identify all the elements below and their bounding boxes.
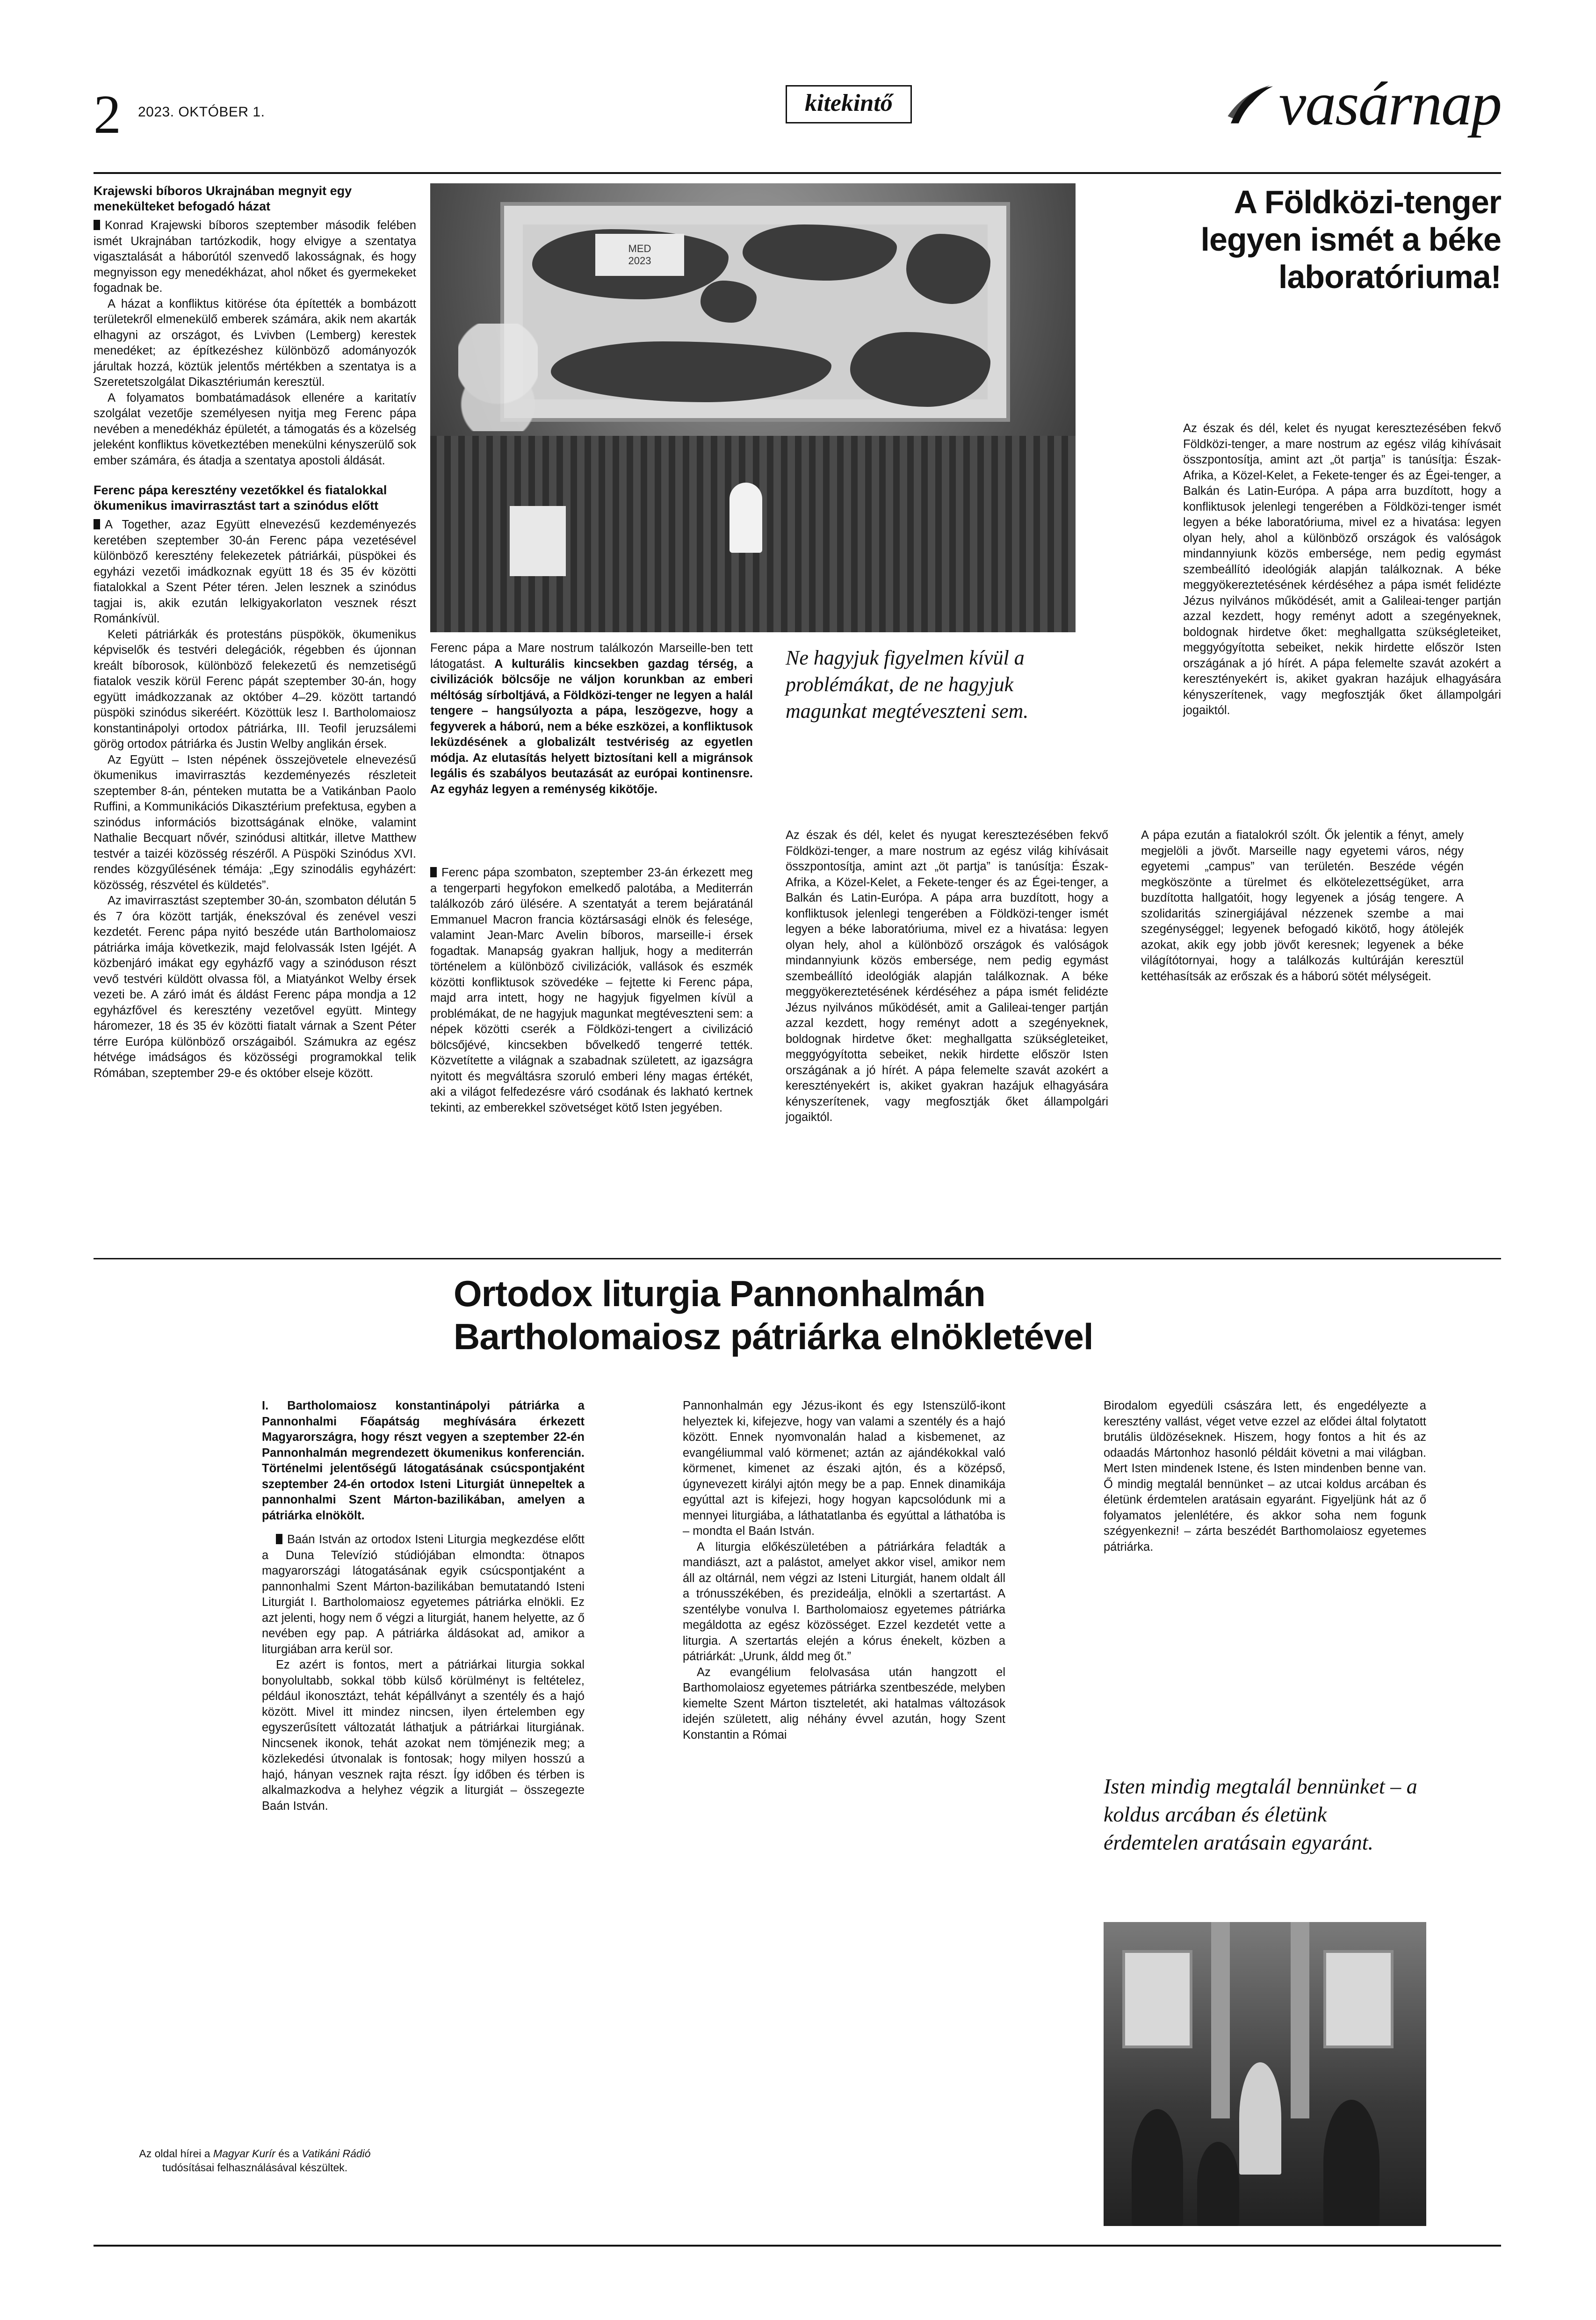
paragraph: A pápa ezután a fiatalokról szólt. Ők jelentik a fényt, amely megjelöli a jövőt. Marseille nagy egyetemi város, négy egyetemi „campus” van területén. Beszéde végén megköszönte a türelmet és elkötelezettségüket, arra buzdította hallgatóit, hogy legyenek a jóság tengere. A szolidaritás szinergiájával nézzenek szembe a mai szegénységgel; legyenek befogadó kikötő, hogy átölejék azokat, akik egy jobb jövőt keresnek; legyenek a béke világítótornyai, hogy a találkozás kultúráján keresztül kettéhasítsák az erőszak és a háború sötét mélységeit. (1141, 829, 1464, 983)
patriarch-figure (1239, 2062, 1281, 2175)
article2-pull-quote: Isten mindig megtalál bennünket – a koldus arcában és életünk érdemtelen aratásain egyaránt. (1104, 1774, 1417, 1854)
photo-caption (430, 641, 753, 797)
caption-lead: Ferenc pápa a Mare nostrum találkozón Marseille-ben tett látogatást. (430, 642, 753, 671)
paragraph: Pannonhalmán egy Jézus-ikont és egy Istenszülő-ikont helyeztek ki, kifejezve, hogy van valami a szentély és a hajó között. Ennek nyomvonalán halad a kisbemenet, az evangéliummal való körmenet; aztán az ajándékokkal való körmenet, kimenet az északi ajtón, és a középső, úgynevezett királyi ajtón megy be a pap. Ennek dinamikája egyúttal azt is kifejezi, hogy hogyan kapcsolódunk mi a mennyei liturgiába, a láthatatlanba és egyúttal a láthatóba is – mondta el Baán István. (683, 1399, 1005, 1538)
paragraph-text: Baán István az ortodox Isteni Liturgia megkezdése előtt a Duna Televízió stúdiójában elmondta: ötnapos magyarországi látogatásának egyik csúcspontjaként a pannonhalmi Szent Márton-bazilikában bemutatandó Isteni Liturgiát I. Bartholomaiosz egyetemes pátriárka elnökli. Ez azt jelenti, hogy nem ő végzi a liturgiát, hanem helyette, az ő nevében egy pap. A pátriárka áldásokat ad, amikor a liturgiában arra kerül sor. (262, 1533, 585, 1656)
clergy-figure-right (1323, 2100, 1379, 2226)
icon-panel-left (1122, 1950, 1192, 2048)
pillar-right (1291, 1922, 1309, 2118)
paragraph: Birodalom egyedüli császára lett, és engedélyezte a keresztény vallást, véget vetve ezzel az elődei által folytatott brutális üldözéseknek. Hiszem, hogy fontos a hit és az odaadás Mártonhoz hasonló példáit követni a mai világban. Mert Isten mindenek Istene, és Isten mindenben benne van. Ő mindig megtalál bennünket – az utcai koldus arcában és életünk érdemtelen aratásain egyaránt. Figyeljünk hát az ő folyamatos jelenlétére, és akkor soha nem fogunk szégyenkezni! – zárta beszédét Barthomolaiosz egyetemes pátriárka. (1104, 1399, 1426, 1554)
feature-column-mid (786, 828, 1108, 1126)
paragraph-text: Konrad Krajewski bíboros szeptember második felében ismét Ukrajnában tartózkodik, hogy elvigye a szentatya vigasztalását a háborútól szenvedő lakosságnak, és hogy megnyisson egy menedékházat, ahol nőket és gyermekeket fogadnak be. (94, 219, 416, 295)
paragraph: Az imavirrasztást szeptember 30-án, szombaton délután 5 és 7 óra között tartják, énekszóval és zenével veszi kezdetét. Ferenc pápa nyitó beszéde után Bartholomaiosz pátriárka imája következik, majd felolvassák Isten Igéjét. A közbenjáró imákat egy egyházfő vagy a szinóduson részt vevő testvéri küldött olvassa föl, a Miatyánkot Welby érsek vezeti be. A záró imát és áldást Ferenc pápa mondja a 12 egyházfővel és keresztény vezetővel együtt. Mintegy háromezer, 18 és 35 év közötti fiatalt várnak a Szent Péter térre Európa különböző országaiból. Számukra az egész hétvége imádságos és közösségi programokkal telik Rómában, szeptember 29-e és október elseje között. (94, 894, 416, 1080)
source-publication-1: Magyar Kurír (213, 2147, 275, 2160)
section-badge: kitekintő (786, 85, 912, 123)
podium (510, 506, 566, 576)
headline-line-2: Bartholomaiosz pátriárka elnökletével (454, 1316, 1093, 1357)
clergy-figure-center (1197, 2142, 1239, 2226)
source-note-part: Az oldal hírei a (139, 2147, 210, 2160)
masthead (94, 70, 1501, 159)
article-divider (94, 1258, 1501, 1259)
headline-line-1: Ortodox liturgia Pannonhalmán (454, 1273, 985, 1314)
article2-column-3 (1104, 1398, 1426, 1555)
clergy-figure-left (1132, 2109, 1183, 2226)
paragraph: A liturgia előkészületében a pátriárkára feladták a mandiászt, azt a palástot, amelyet akkor visel, amikor nem áll az oltárnál, nem végzi az Isteni Liturgiát, hanem oldalt áll a trónusszékében, és prezideálja, elnökli a szertartást. A szentélybe vonulva I. Bartholomaiosz egyetemes pátriárka megáldotta az egész közösséget. Ezzel kezdetét vette a liturgia. A szertartás elején a kórus énekelt, közben a pátriárkát: „Urunk, áldd meg őt.” (683, 1540, 1005, 1663)
photo-pope-marseille (430, 183, 1076, 632)
brand-wordmark: vasárnap (1278, 69, 1501, 138)
pope-figure (729, 483, 762, 553)
paragraph: Az észak és dél, kelet és nyugat keresztezésében fekvő Földközi-tenger, a mare nostrum az egész világ kihívásait összpontosítja, amint azt „öt partja” is tanúsítja: Észak-Afrika, a Közel-Kelet, a Fekete-tenger és az Égei-tenger, a Balkán és Latin-Európa. A pápa arra buzdított, hogy a konfliktusok jelenlegi tengerében a Földközi-tenger ismét legyen a béke laboratóriuma, mivel ez a hivatása: legyen olyan hely, ahol a különböző országok és valóságok mindannyiunk közös embersége, nem pedig egymást szembeállító ideológiák alapján találkoznak. A béke meggyökereztetésének kérdéséhez a pápa ismét felidézte Jézus nyilvános működését, amit a Galileai-tenger partján azzal kezdett, hogy reményt adott a szegényeknek, boldognak hirdetve őket: meghallgatta szükségleteiket, meggyógyította sebeiket, nekik hirdette először Isten országának a jó hírét. A pápa felemelte szavát azokért a keresztényekért is, akiket gyakran hazájuk elhagyására kényszerítenek, vagy megfosztják őket állampolgári jogaiktól. (786, 829, 1108, 1124)
paragraph (94, 517, 416, 627)
paragraph (94, 218, 416, 296)
icon-panel-right (1323, 1950, 1394, 2048)
paragraph: A házat a konfliktus kitörése óta építették a bombázott területekről elmenekülő emberek számára, akik nem akarták elhagyni az országot, és Lvivben (Lemberg) kerestek menedéket; az építkezéshez különböző adományozók járultak hozzá, köztük jelentős mértékben a szentatya is a Szeretetszolgálat Dikasztériumán keresztül. (94, 297, 416, 389)
article-krajewski (94, 183, 416, 1081)
paragraph (430, 865, 753, 1116)
source-note (112, 2147, 397, 2175)
square-bullet-icon (430, 867, 437, 877)
feature-pull-quote: Ne hagyjuk figyelmen kívül a problémákat, de ne hagyjuk magunkat megtéveszteni sem. (786, 646, 1029, 723)
feature-headline-line-2: legyen ismét a béke (1200, 221, 1501, 258)
article-synod-headline: Ferenc pápa keresztény vezetőkkel és fiatalokkal ökumenikus imavirrasztást tart a szinódus előtt (94, 483, 387, 513)
feature-column-right-top (1183, 421, 1501, 719)
screen-map (523, 224, 988, 399)
paragraph: Az evangélium felolvasása után hangzott el Barthomolaiosz egyetemes pátriárka szentbeszéde, melyben kiemelte Szent Márton tiszteletét, aki hatalmas változások idején született, alig néhány évvel azután, hogy Szent Konstantin a Római (683, 1665, 1005, 1742)
stage-screen (500, 202, 1010, 422)
square-bullet-icon (276, 1534, 282, 1544)
header-divider (94, 172, 1501, 174)
article2-lead: I. Bartholomaiosz konstantinápolyi pátriárka a Pannonhalmi Főapátság meghívására érkezett Magyarországra, hogy részt vegyen a szeptember 22-én Pannonhalmán megrendezett ökumenikus konferencián. Történelmi jelentőségű látogatásának csúcspontjaként szeptember 24-én ortodox Isteni Liturgiát ünnepeltek a pannonhalmi Szent Márton-bazilikában, amelyen a pátriárka elnökölt. (262, 1399, 585, 1522)
paragraph-text: A Together, azaz Együtt elnevezésű kezdeményezés keretében szeptember 30-án Ferenc pápa vezetésével különböző keresztény felekezetek pátriárkái, püspökei és egyházi vezetői imádkoznak együtt 18 és 35 év közötti fiatalokkal a Szent Péter téren. Jelen lesznek a szinódus tagjai is, akik ezután lelkigyakorlaton vesznek részt Románkívül. (94, 518, 416, 625)
paragraph-text: Ferenc pápa szombaton, szeptember 23-án érkezett meg a tengerparti hegyfokon emelkedő palotába, a Mediterrán találkozób záró ülésére. A szentatyát a terem bejáratánál Emmanuel Macron francia köztársasági elnök és felesége, valamint Jean-Marc Avelin bíboros, marseille-i érsek fogadtak. Manapság gyakran halljuk, hogy a mediterrán történelem a különböző civilizációk, vallások és eszmék közötti konfliktusok szövedéke – fejtette ki Ferenc pápa, majd arra intett, hogy ne hagyjuk figyelmen kívül a problémákat, de ne hagyjuk magunkat megtéveszteni sem: a népek közötti cserék a Földközi-tengert a civilizáció bölcsőjévé, kincsekben bővelkedő tengerré tették. Közvetítette a világnak a szabadnak született, az igazságra nyitott és megváltásra szoruló emberi lény magas értékét, aki a világot felfedezésre váró csodának és lakható kertnek tekinti, az emberekkel szövetséget kötő Isten jegyében. (430, 866, 753, 1114)
photo-pannonhalma-liturgy (1104, 1922, 1426, 2226)
event-logo-badge: MED 2023 (595, 234, 684, 276)
feature-headline-line-3: laboratóriuma! (1278, 259, 1501, 295)
square-bullet-icon (94, 220, 100, 230)
article2-column-1 (262, 1398, 585, 1814)
paragraph (262, 1532, 585, 1657)
feature-column-left (430, 865, 753, 1116)
paragraph: Ez azért is fontos, mert a pátriárkai liturgia sokkal bonyolultabb, sokkal több külső körülményt is feltételez, például ikonosztázt, tehát képállványt a szentély és a hajó között. Mivel itt mindez nincsen, ilyen értelemben egy egyszerűsített változatát láthatjuk a pátriárkai liturgiának. Nincsenek ikonok, tehát azokat nem tömjénezik meg; a közlekedési útvonalak is fontosak; hogy milyen hosszú a hajó, hányan vesznek rajta részt. Így időben és térben is alkalmazkodva a helyhez végzik a liturgiát – összegezte Baán István. (262, 1658, 585, 1813)
issue-date: 2023. OKTÓBER 1. (138, 104, 265, 120)
pillar-left (1211, 1922, 1230, 2118)
page-number: 2 (94, 84, 121, 145)
paragraph: Az észak és dél, kelet és nyugat keresztezésében fekvő Földközi-tenger, a mare nostrum az egész világ kihívásait összpontosítja, amint azt „öt partja” is tanúsítja: Észak-Afrika, a Közel-Kelet, a Fekete-tenger és az Égei-tenger, a Balkán és Latin-Európa. A pápa arra buzdított, hogy a konfliktusok jelenlegi tengerében a Földközi-tenger ismét legyen a béke laboratóriuma, mivel ez a hivatása: legyen olyan hely, ahol a különböző országok és valóságok mindannyiunk közös embersége, nem pedig egymást szembeállító ideológiák alapján találkoznak. A béke meggyökereztetésének kérdéséhez a pápa ismét felidézte Jézus nyilvános működését, amit a Galileai-tenger partján azzal kezdett, hogy reményt adott a szegényeknek, boldognak hirdetve őket: meghallgatta szükségleteiket, meggyógyította sebeiket, nekik hirdette először Isten országának a jó hírét. A pápa felemelte szavát azokért a keresztényekért is, akiket gyakran hazájuk elhagyására kényszerítenek, vagy megfosztják őket állampolgári jogaiktól. (1183, 422, 1501, 717)
source-publication-2: Vatikáni Rádió (302, 2147, 371, 2160)
feature-headline-line-1: A Földközi-tenger (1234, 184, 1501, 220)
footer-divider (94, 2245, 1501, 2247)
feature-kicker (1090, 183, 1501, 296)
article-pannonhalma-headline (454, 1272, 1501, 1358)
paragraph: Az Együtt – Isten népének összejövetele elnevezésű ökumenikus imavirrasztás kezdeményezés részleteit szeptember 8-án, pénteken mutatta be a Vatikánban Paolo Ruffini, a Kommunikációs Dikasztérium prefektusa, egyben a szinódus információs bizottságának elnöke, valamint Nathalie Becquart nővér, szinódusi altitkár, illetve Matthew testvér a taizéi közösség részéről. A Püspöki Szinódus XVI. rendes közgyűlésének témája: „Egy szinodális egyházért: közösség, részvétel és küldetés”. (94, 753, 416, 892)
source-note-part: és a (278, 2147, 299, 2160)
paragraph: A folyamatos bombatámadások ellenére a karitatív szolgálat vezetője személyesen nyitja meg Ferenc pápa nevében a menedékház épületét, a támogatás és a közelség jeleként konfliktus következtében menekülni kényszerülő sok ember számára, és átadja a szentatya apostoli áldását. (94, 391, 416, 467)
article-krajewski-headline: Krajewski bíboros Ukrajnában megnyit egy menekülteket befogadó házat (94, 184, 352, 213)
papal-emblem-icon (458, 324, 538, 431)
brand-logo (1226, 69, 1501, 138)
article2-column-2 (683, 1398, 1005, 1743)
square-bullet-icon (94, 519, 100, 529)
source-note-part: tudósításai felhasználásával készültek. (162, 2161, 348, 2174)
feature-column-right (1141, 828, 1464, 984)
caption-body: A kulturális kincsekben gazdag térség, a civilizációk bölcsője ne váljon korunkban az emberi méltóság sírboltjává, a Földközi-tenger ne legyen a halál tengere – hangsúlyozta a pápa, leszögezve, hogy a fegyverek a háború, nem a béke eszközei, a konfliktusok leküzdésének a globalizált testvériség az egyetlen módja. Az elutasítás helyett biztosítani kell a migránsok legális és szabályos beutazását az európai kontinensre. Az egyház legyen a reménység kikötője. (430, 657, 753, 796)
leaf-swoosh-icon (1226, 83, 1277, 135)
paragraph: Keleti pátriárkák és protestáns püspökök, ökumenikus képviselők és testvéri delegációk, régebben és újonnan kreált bíborosok, különböző felekezetű és nemzetiségű fiatalok veszik körül Ferenc pápát szeptember 30-án, hogy együtt imádkozzanak az október 4–29. között tartandó püspöki szinódus sikeréért. Közöttük lesz I. Bartholomaiosz konstantinápolyi ortodox pátriárka, III. Teofil jeruzsálemi görög ortodox pátriárka és Justin Welby anglikán érsek. (94, 628, 416, 751)
